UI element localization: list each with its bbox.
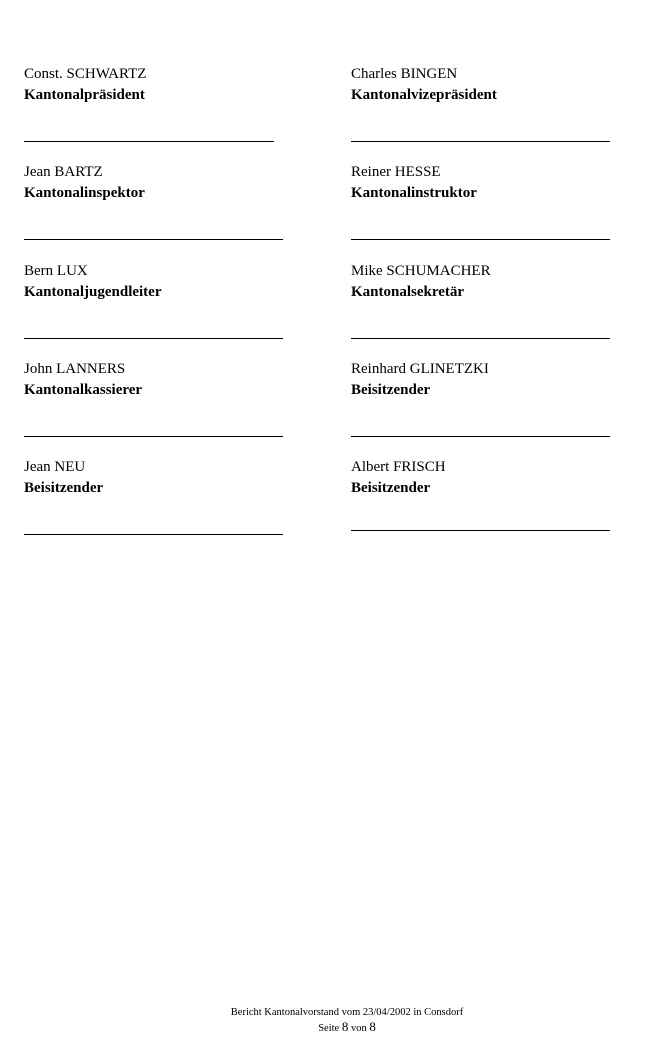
- signatory-name: Mike SCHUMACHER: [351, 263, 491, 279]
- signature-line: [351, 239, 610, 240]
- footer-report-title: Bericht Kantonalvorstand vom 23/04/2002 in Consdorf: [230, 1007, 464, 1018]
- signatory-name: Jean BARTZ: [24, 164, 103, 180]
- signatory-name: Charles BINGEN: [351, 66, 458, 82]
- signatory-name: Albert FRISCH: [351, 459, 446, 475]
- signatory-role: Kantonalvizepräsident: [351, 87, 497, 103]
- page-footer: [0, 1006, 649, 1036]
- signatory-role: Beisitzender: [351, 382, 431, 398]
- page-number: [0, 1020, 649, 1036]
- signature-line: [24, 141, 274, 142]
- page-word: Seite: [318, 1023, 340, 1034]
- signatory-name: Jean NEU: [24, 459, 86, 475]
- page-of-word: von: [350, 1023, 367, 1034]
- signature-line: [351, 141, 610, 142]
- signatory-role: Kantonalpräsident: [24, 87, 145, 103]
- signatory-name: Reiner HESSE: [351, 164, 441, 180]
- signatory-role: Kantonaljugendleiter: [24, 284, 162, 300]
- signatory-name: Reinhard GLINETZKI: [351, 361, 489, 377]
- signatory-role: Beisitzender: [351, 480, 431, 496]
- signatory-role: Kantonalkassierer: [24, 382, 143, 398]
- signatory-role: Beisitzender: [24, 480, 104, 496]
- signature-line: [351, 338, 610, 339]
- page-current: 8: [341, 1019, 349, 1034]
- signature-line: [24, 338, 283, 339]
- signature-line: [24, 436, 283, 437]
- signature-line: [351, 436, 610, 437]
- signatory-name: Bern LUX: [24, 263, 88, 279]
- page-total: 8: [369, 1019, 376, 1034]
- signatory-name: Const. SCHWARTZ: [24, 66, 147, 82]
- signature-line: [351, 530, 610, 531]
- signature-line: [24, 239, 283, 240]
- signatory-role: Kantonalinspektor: [24, 185, 145, 201]
- signatory-role: Kantonalsekretär: [351, 284, 465, 300]
- signatory-role: Kantonalinstruktor: [351, 185, 477, 201]
- signature-line: [24, 534, 283, 535]
- signatory-name: John LANNERS: [24, 361, 126, 377]
